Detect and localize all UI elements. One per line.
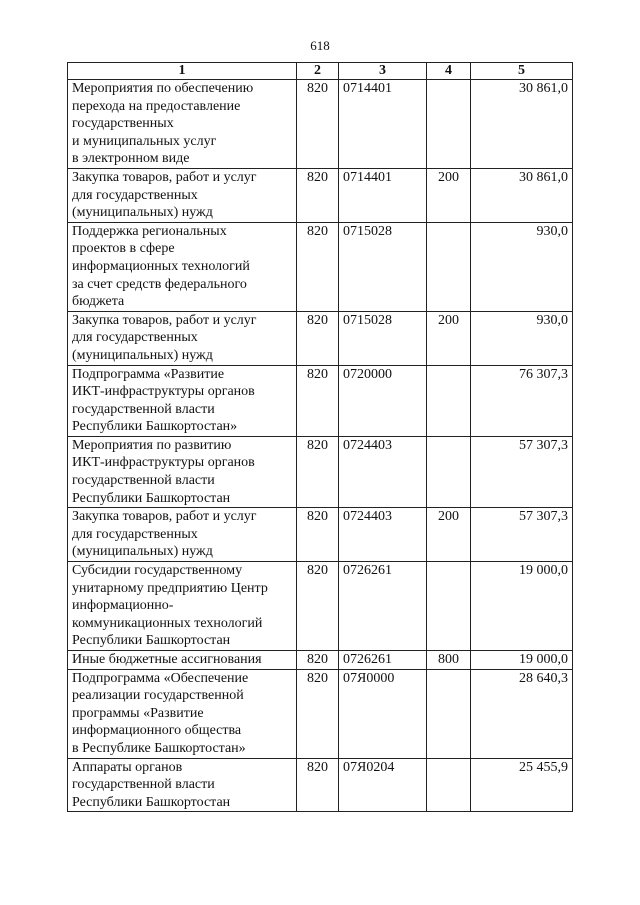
row-name: Поддержка региональных проектов в сфере информационных технологий за счет средств федерального бюджета [68, 222, 297, 311]
row-amount: 930,0 [471, 222, 573, 311]
row-amount: 57 307,3 [471, 508, 573, 562]
row-name: Закупка товаров, работ и услуг для государственных (муниципальных) нужд [68, 168, 297, 222]
row-col4 [427, 669, 471, 758]
row-col4: 200 [427, 508, 471, 562]
row-col2: 820 [297, 436, 339, 507]
table-row [68, 758, 573, 812]
row-col3: 0726261 [339, 651, 427, 670]
table-row [68, 365, 573, 436]
row-amount: 30 861,0 [471, 80, 573, 169]
row-col4 [427, 562, 471, 651]
row-name: Мероприятия по развитию ИКТ-инфраструктуры органов государственной власти Республики Башкортостан [68, 436, 297, 507]
row-col2: 820 [297, 365, 339, 436]
row-amount: 19 000,0 [471, 651, 573, 670]
row-col4 [427, 758, 471, 812]
row-col3: 07Я0000 [339, 669, 427, 758]
row-col2: 820 [297, 311, 339, 365]
table-header-row [68, 63, 573, 80]
row-name: Субсидии государственному унитарному предприятию Центр информационно- коммуникационных технологий Республики Башкортостан [68, 562, 297, 651]
row-col2: 820 [297, 651, 339, 670]
column-header-2: 2 [297, 63, 339, 80]
row-col4 [427, 365, 471, 436]
row-name: Мероприятия по обеспечению перехода на предоставление государственных и муниципальных услуг в электронном виде [68, 80, 297, 169]
row-amount: 28 640,3 [471, 669, 573, 758]
table-row [68, 508, 573, 562]
row-name: Иные бюджетные ассигнования [68, 651, 297, 670]
row-col3: 0724403 [339, 436, 427, 507]
row-amount: 19 000,0 [471, 562, 573, 651]
budget-table [67, 62, 573, 812]
page-number: 618 [310, 38, 330, 53]
row-amount: 30 861,0 [471, 168, 573, 222]
row-amount: 76 307,3 [471, 365, 573, 436]
row-name: Подпрограмма «Развитие ИКТ-инфраструктуры органов государственной власти Республики Башкортостан» [68, 365, 297, 436]
row-name: Подпрограмма «Обеспечение реализации государственной программы «Развитие информационного общества в Республике Башкортостан» [68, 669, 297, 758]
table-row [68, 80, 573, 169]
row-col4: 200 [427, 311, 471, 365]
table-row [68, 651, 573, 670]
row-col2: 820 [297, 168, 339, 222]
row-name: Закупка товаров, работ и услуг для государственных (муниципальных) нужд [68, 508, 297, 562]
row-col2: 820 [297, 562, 339, 651]
column-header-5: 5 [471, 63, 573, 80]
row-name: Закупка товаров, работ и услуг для государственных (муниципальных) нужд [68, 311, 297, 365]
row-col3: 0726261 [339, 562, 427, 651]
row-col4 [427, 436, 471, 507]
row-col3: 07Я0204 [339, 758, 427, 812]
row-col4 [427, 80, 471, 169]
row-col3: 0715028 [339, 311, 427, 365]
row-amount: 57 307,3 [471, 436, 573, 507]
row-col2: 820 [297, 508, 339, 562]
row-col3: 0715028 [339, 222, 427, 311]
table-row [68, 168, 573, 222]
column-header-3: 3 [339, 63, 427, 80]
column-header-4: 4 [427, 63, 471, 80]
table-row [68, 311, 573, 365]
row-amount: 930,0 [471, 311, 573, 365]
row-col3: 0714401 [339, 80, 427, 169]
table-row [68, 669, 573, 758]
row-col3: 0720000 [339, 365, 427, 436]
row-col4: 200 [427, 168, 471, 222]
row-name: Аппараты органов государственной власти Республики Башкортостан [68, 758, 297, 812]
column-header-1: 1 [68, 63, 297, 80]
row-col2: 820 [297, 222, 339, 311]
row-col2: 820 [297, 669, 339, 758]
table-row [68, 562, 573, 651]
table-row [68, 222, 573, 311]
row-amount: 25 455,9 [471, 758, 573, 812]
row-col4: 800 [427, 651, 471, 670]
row-col4 [427, 222, 471, 311]
row-col3: 0714401 [339, 168, 427, 222]
row-col3: 0724403 [339, 508, 427, 562]
table-row [68, 436, 573, 507]
row-col2: 820 [297, 758, 339, 812]
row-col2: 820 [297, 80, 339, 169]
